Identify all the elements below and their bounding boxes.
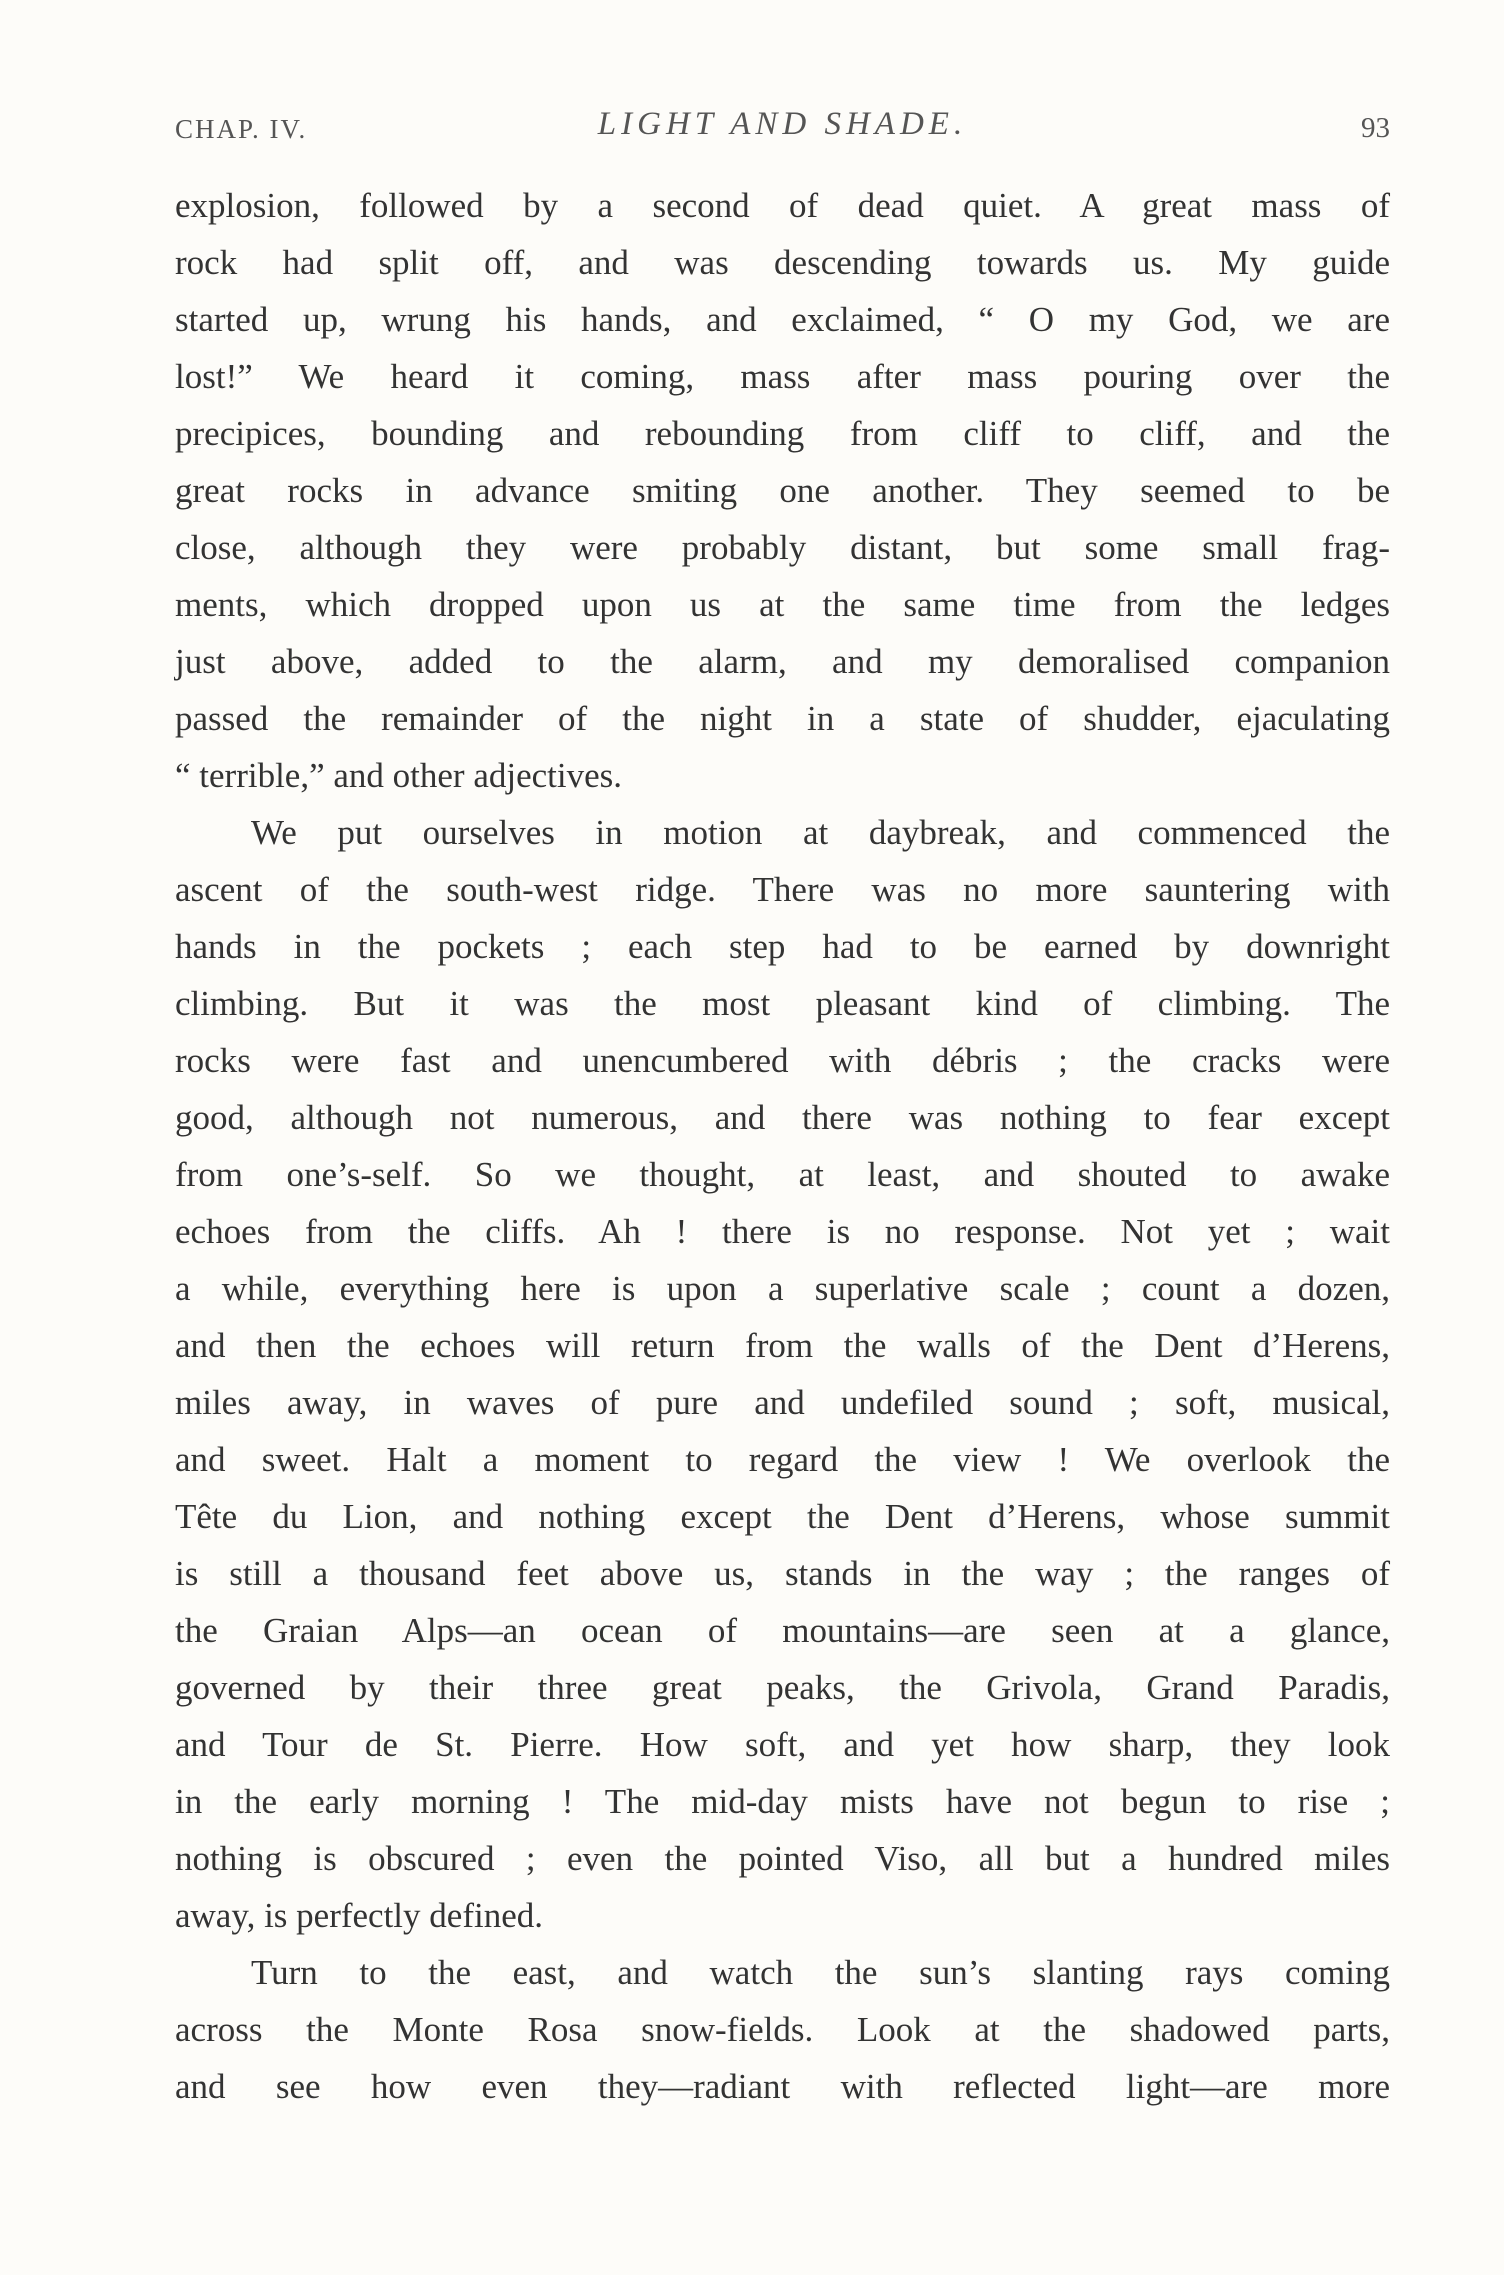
text-line: lost!” We heard it coming, mass after mass pouring over the [175,357,1390,396]
text-line: the Graian Alps—an ocean of mountains—are seen at a glance, [175,1611,1390,1650]
text-line: rock had split off, and was descending towards us. My guide [175,243,1390,282]
running-head [175,106,1390,156]
page-number: 93 [1361,112,1390,144]
text-line: echoes from the cliffs. Ah ! there is no response. Not yet ; wait [175,1212,1390,1251]
text-line: in the early morning ! The mid-day mists have not begun to rise ; [175,1782,1390,1821]
text-line: precipices, bounding and rebounding from cliff to cliff, and the [175,414,1390,453]
text-line: great rocks in advance smiting one another. They seemed to be [175,471,1390,510]
text-line: just above, added to the alarm, and my demoralised companion [175,642,1390,681]
text-line: rocks were fast and unencumbered with débris ; the cracks were [175,1041,1390,1080]
chapter-label: CHAP. IV. [175,114,308,144]
text-line: passed the remainder of the night in a state of shudder, ejaculating [175,699,1390,738]
text-line: and then the echoes will return from the walls of the Dent d’Herens, [175,1326,1390,1365]
text-line: We put ourselves in motion at daybreak, and commenced the [251,813,1390,852]
text-line: close, although they were probably distant, but some small frag- [175,528,1390,567]
text-line: started up, wrung his hands, and exclaimed, “ O my God, we are [175,300,1390,339]
running-title: LIGHT AND SHADE. [597,106,968,142]
text-line: from one’s-self. So we thought, at least, and shouted to awake [175,1155,1390,1194]
text-line: climbing. But it was the most pleasant kind of climbing. The [175,984,1390,1023]
text-line: Tête du Lion, and nothing except the Dent d’Herens, whose summit [175,1497,1390,1536]
text-line: ments, which dropped upon us at the same time from the ledges [175,585,1390,624]
text-line: nothing is obscured ; even the pointed Viso, all but a hundred miles [175,1839,1390,1878]
text-line: and see how even they—radiant with reflected light—are more [175,2067,1390,2106]
text-line: and sweet. Halt a moment to regard the view ! We overlook the [175,1440,1390,1479]
text-line: hands in the pockets ; each step had to be earned by downright [175,927,1390,966]
text-line: is still a thousand feet above us, stands in the way ; the ranges of [175,1554,1390,1593]
text-line: across the Monte Rosa snow-fields. Look at the shadowed parts, [175,2010,1390,2049]
text-line: governed by their three great peaks, the Grivola, Grand Paradis, [175,1668,1390,1707]
text-line: explosion, followed by a second of dead quiet. A great mass of [175,186,1390,225]
text-line: Turn to the east, and watch the sun’s slanting rays coming [251,1953,1390,1992]
text-line: good, although not numerous, and there was nothing to fear except [175,1098,1390,1137]
body-text [175,177,1390,2115]
text-line: away, is perfectly defined. [175,1896,543,1935]
text-line: and Tour de St. Pierre. How soft, and yet how sharp, they look [175,1725,1390,1764]
text-line: a while, everything here is upon a superlative scale ; count a dozen, [175,1269,1390,1308]
text-line: ascent of the south-west ridge. There was no more sauntering with [175,870,1390,909]
text-line: “ terrible,” and other adjectives. [175,756,623,795]
text-line: miles away, in waves of pure and undefiled sound ; soft, musical, [175,1383,1390,1422]
